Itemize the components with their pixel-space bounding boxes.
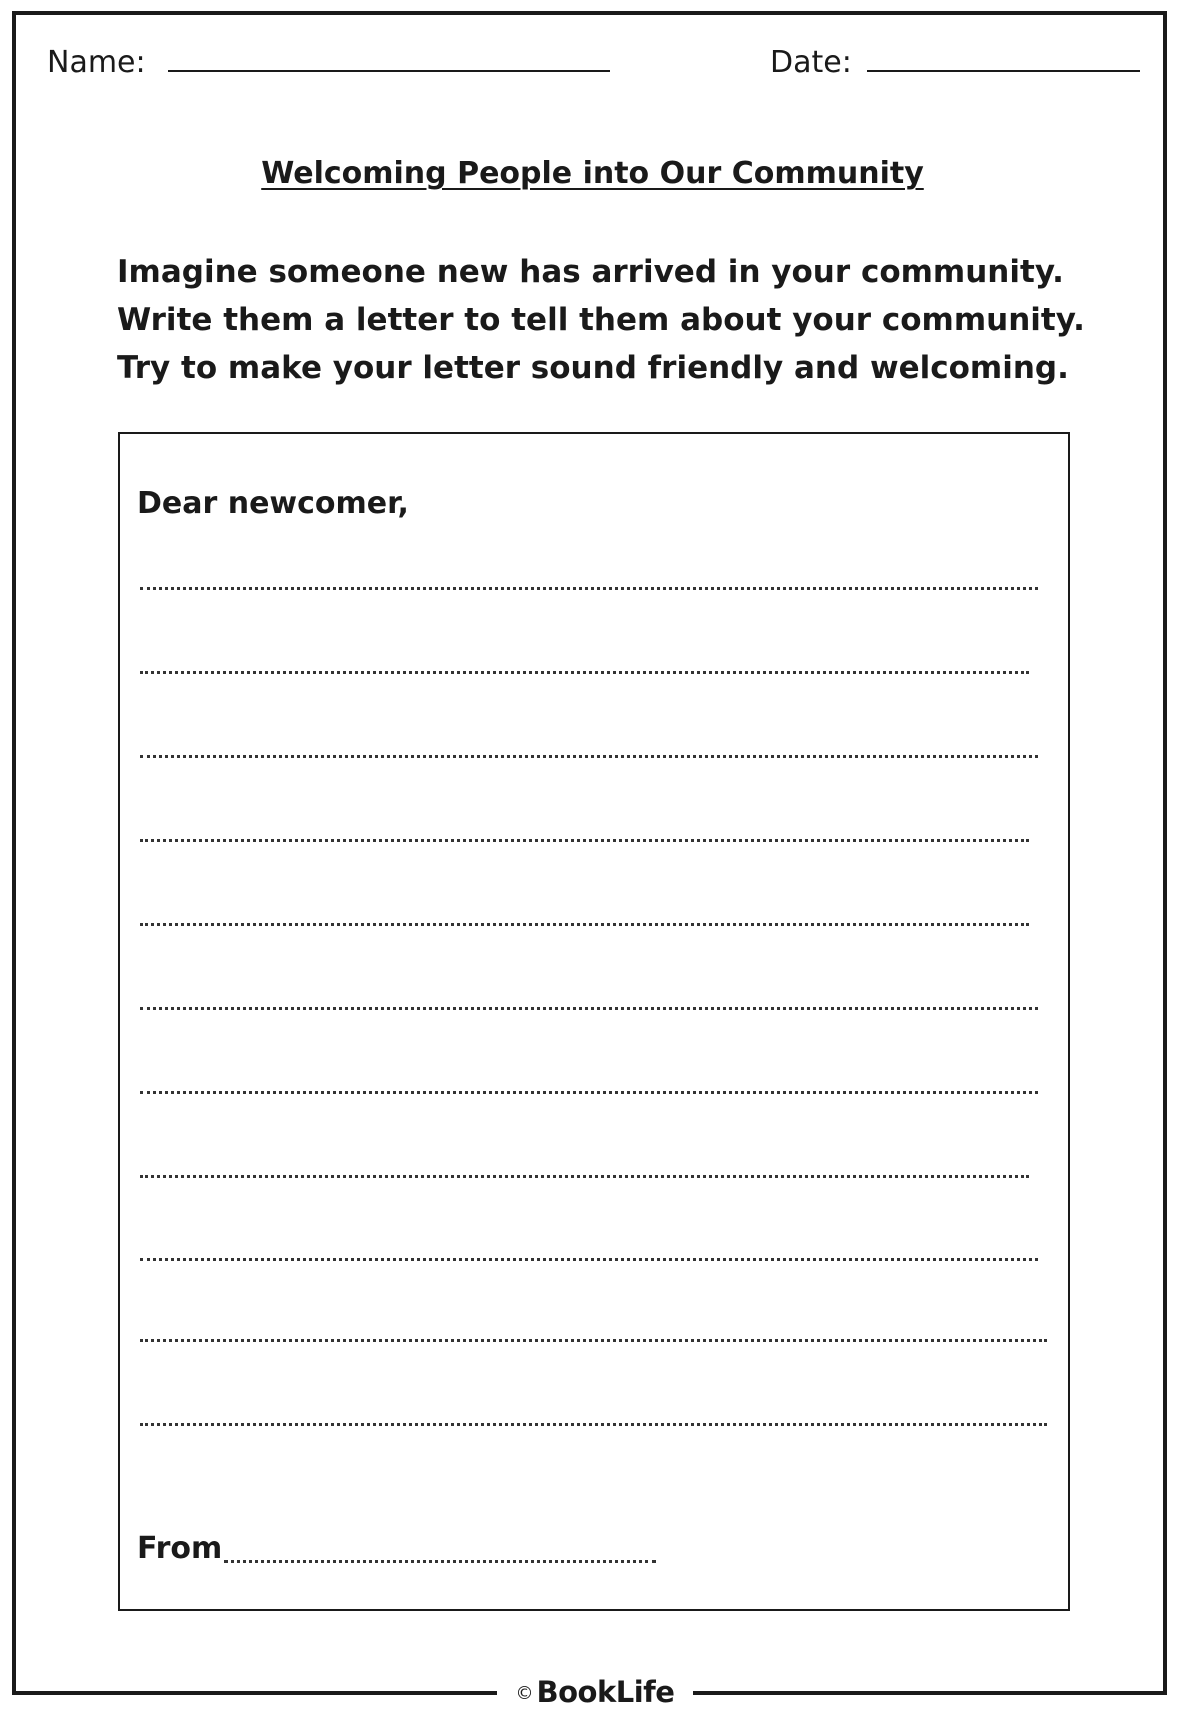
writing-line[interactable]	[140, 1091, 1038, 1094]
name-label: Name:	[47, 45, 146, 80]
writing-line[interactable]	[140, 1175, 1029, 1178]
writing-line[interactable]	[140, 1423, 1047, 1426]
date-label: Date:	[770, 45, 852, 80]
instruction-line: Write them a letter to tell them about your community.	[117, 302, 1085, 338]
writing-line[interactable]	[140, 587, 1038, 590]
copyright-icon: ©	[515, 1683, 534, 1704]
writing-line[interactable]	[140, 1339, 1047, 1342]
date-write-line[interactable]	[867, 70, 1140, 72]
signature-write-line[interactable]	[224, 1560, 656, 1563]
writing-line[interactable]	[140, 671, 1029, 674]
letter-closing-label: From	[137, 1531, 223, 1566]
instructions	[117, 248, 1097, 392]
writing-line[interactable]	[140, 755, 1038, 758]
writing-line[interactable]	[140, 1258, 1038, 1261]
writing-line[interactable]	[140, 923, 1029, 926]
brand-name: BookLife	[536, 1675, 675, 1709]
instruction-line: Imagine someone new has arrived in your community.	[117, 254, 1064, 290]
booklife-logo	[497, 1675, 693, 1709]
worksheet-title: Welcoming People into Our Community	[261, 156, 924, 191]
instruction-line: Try to make your letter sound friendly and welcoming.	[117, 350, 1069, 386]
writing-line[interactable]	[140, 1007, 1038, 1010]
letter-salutation: Dear newcomer,	[137, 486, 409, 521]
name-write-line[interactable]	[168, 70, 610, 72]
writing-line[interactable]	[140, 839, 1029, 842]
letter-box	[118, 432, 1070, 1611]
